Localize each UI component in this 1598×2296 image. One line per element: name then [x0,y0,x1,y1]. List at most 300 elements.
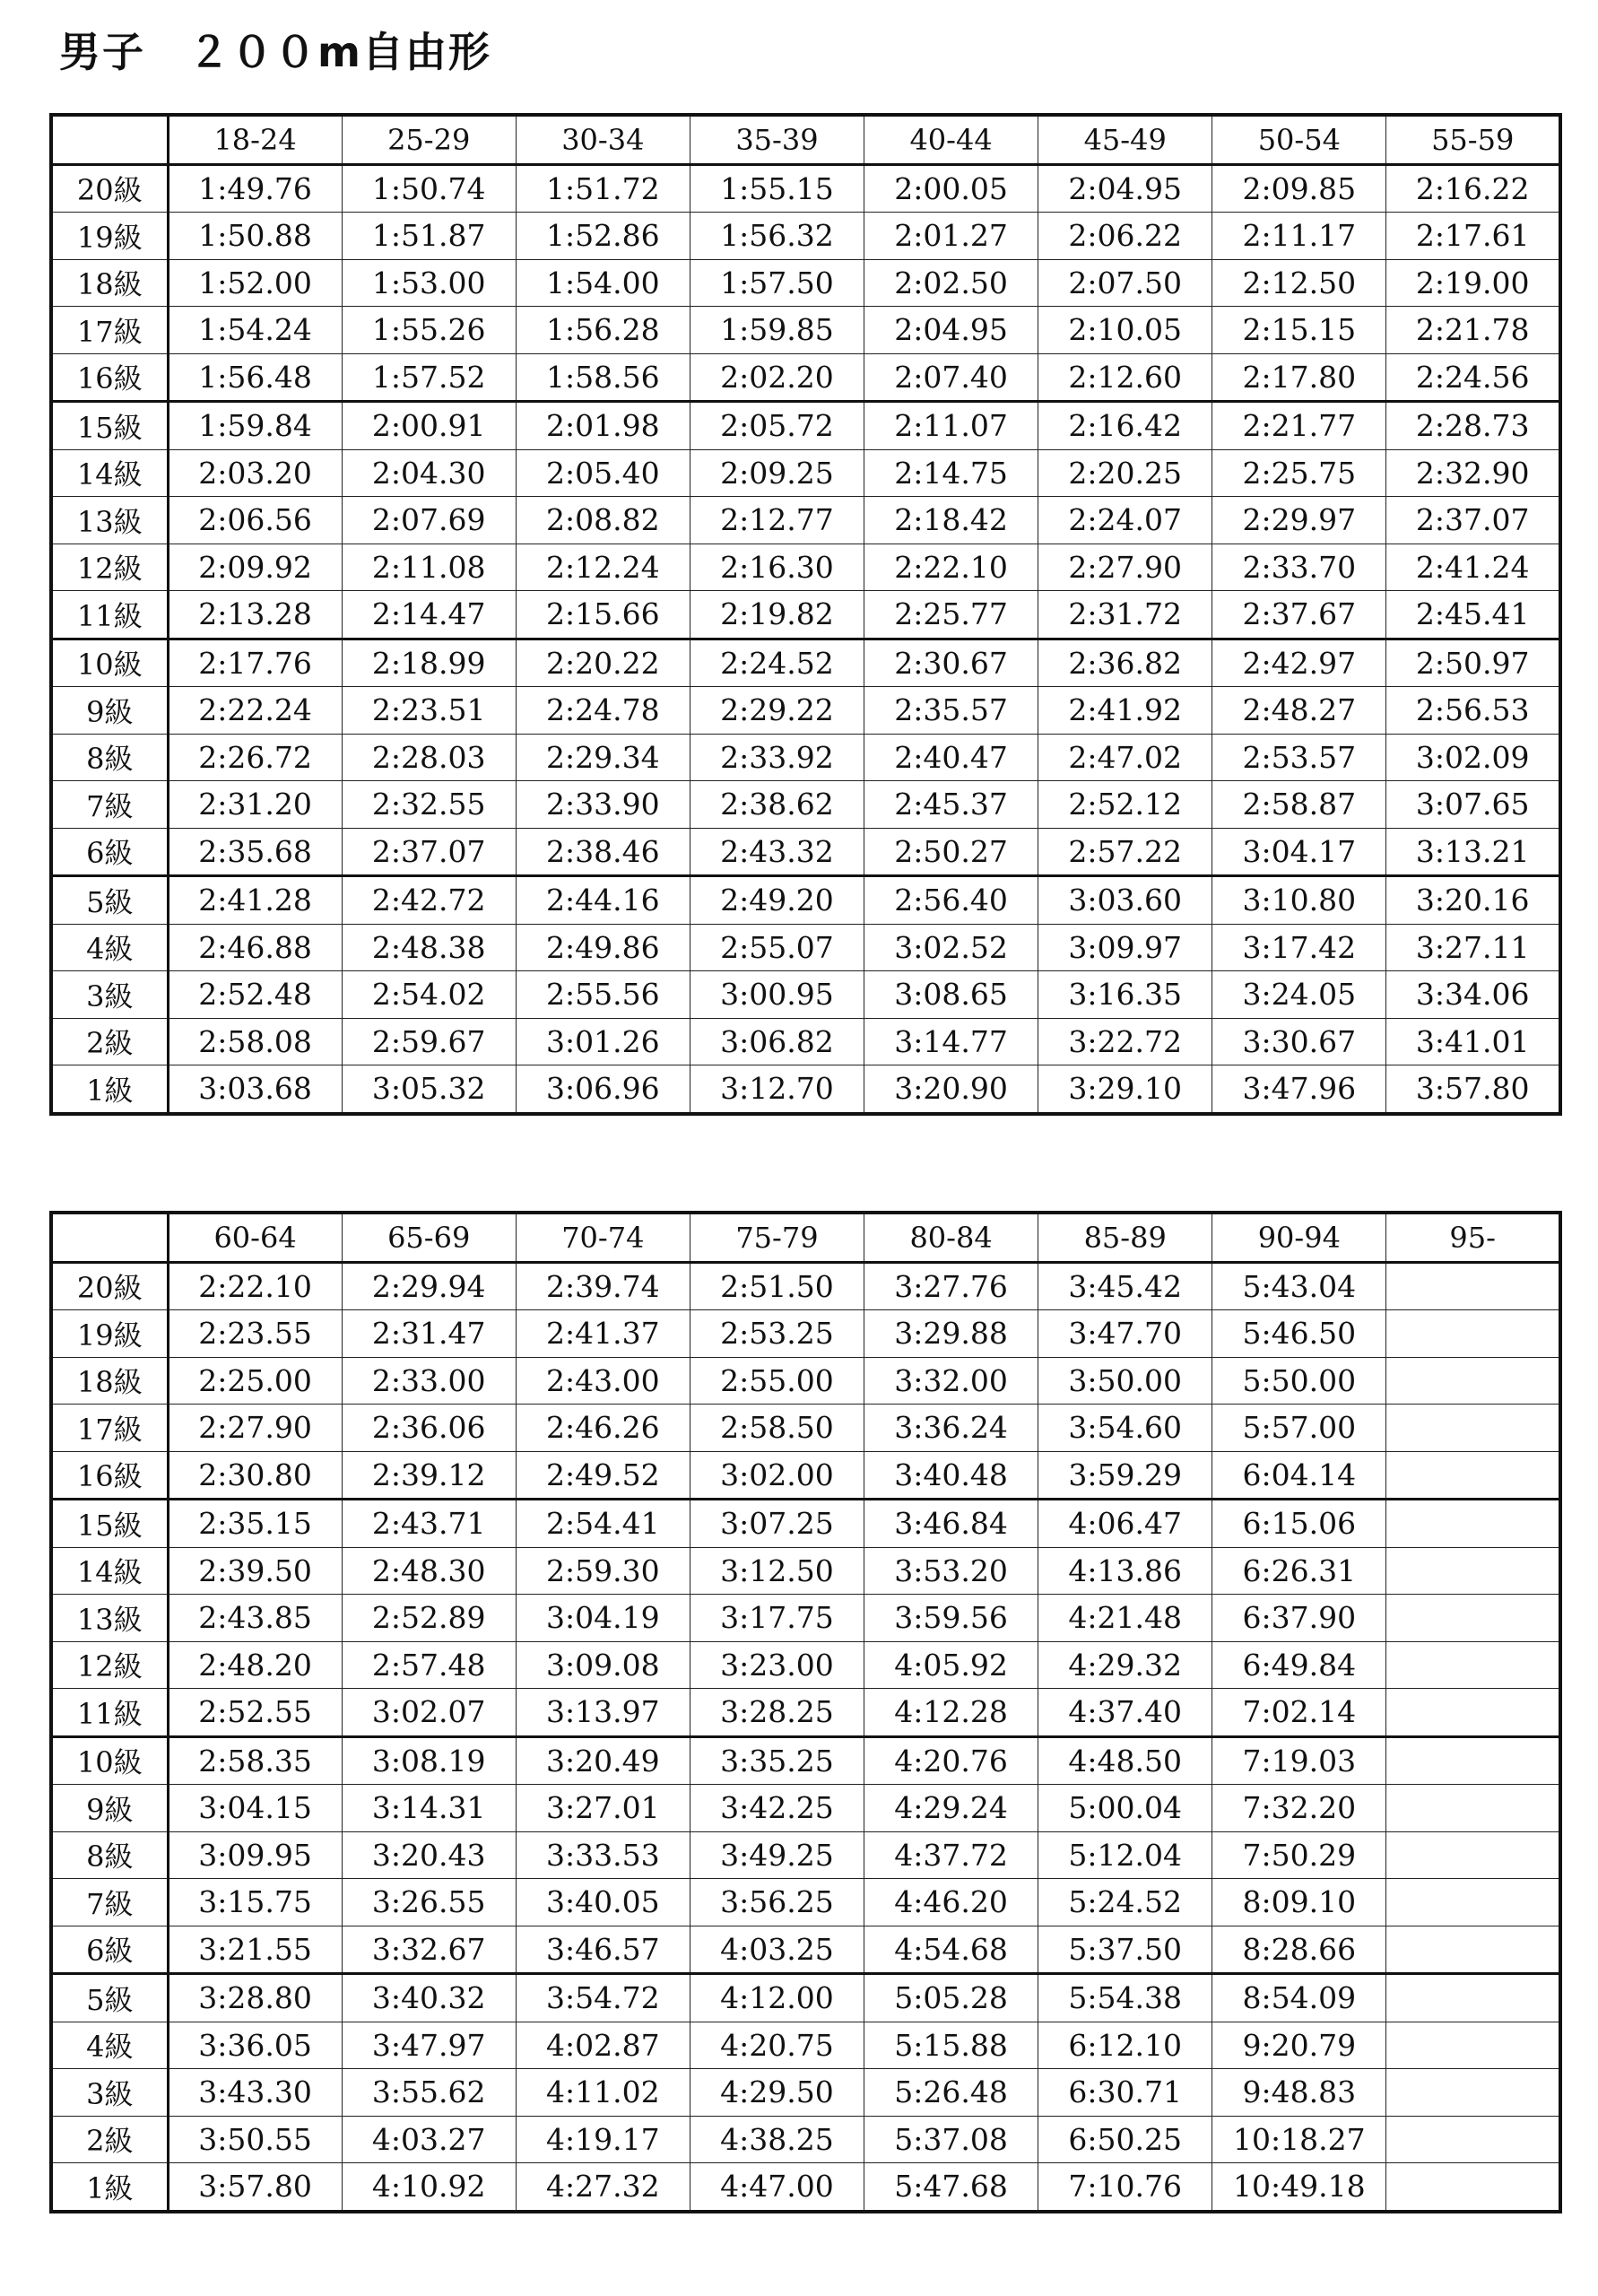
time-cell: 2:04.95 [864,307,1038,354]
time-cell: 3:04.15 [168,1785,342,1832]
time-cell: 2:24.52 [690,639,864,687]
time-cell: 3:03.60 [1038,876,1212,925]
time-cell: 2:20.25 [1038,449,1212,497]
time-cell: 6:12.10 [1038,2022,1212,2069]
time-cell [1386,2022,1560,2069]
table-row [51,1547,1560,1595]
time-cell: 7:10.76 [1038,2163,1212,2212]
time-cell: 2:27.90 [168,1405,342,1452]
time-cell: 2:03.20 [168,449,342,497]
table-row [51,2022,1560,2069]
time-cell: 2:31.20 [168,781,342,829]
time-cell: 2:48.27 [1212,687,1386,735]
time-cell: 2:58.50 [690,1405,864,1452]
time-cell: 2:48.38 [342,924,516,971]
time-cell: 5:26.48 [864,2069,1038,2117]
time-cell: 2:00.91 [342,402,516,450]
time-cell: 2:07.69 [342,497,516,544]
time-cell: 1:51.72 [516,164,690,213]
age-group-header: 60-64 [168,1213,342,1262]
time-cell: 2:14.47 [342,591,516,639]
time-cell: 2:56.53 [1386,687,1560,735]
table-row [51,2163,1560,2212]
time-cell: 2:17.76 [168,639,342,687]
time-cell: 3:42.25 [690,1785,864,1832]
time-cell: 5:15.88 [864,2022,1038,2069]
time-cell: 2:21.78 [1386,307,1560,354]
page-title: 男子 ２００m自由形 [59,28,491,76]
time-cell: 3:12.70 [690,1065,864,1114]
time-cell: 3:40.05 [516,1879,690,1926]
time-cell: 3:56.25 [690,1879,864,1926]
age-group-header: 75-79 [690,1213,864,1262]
time-cell: 2:57.22 [1038,828,1212,876]
time-cell: 2:33.90 [516,781,690,829]
time-cell: 2:45.37 [864,781,1038,829]
time-cell: 3:45.42 [1038,1262,1212,1310]
time-cell: 3:12.50 [690,1547,864,1595]
grade-label: 10級 [51,639,168,687]
time-cell: 4:05.92 [864,1641,1038,1689]
time-cell: 2:04.30 [342,449,516,497]
time-cell: 4:46.20 [864,1879,1038,1926]
time-cell: 2:38.46 [516,828,690,876]
table-row [51,2069,1560,2117]
table-row [51,1785,1560,1832]
time-cell: 4:29.24 [864,1785,1038,1832]
table-row [51,1262,1560,1310]
grade-label: 10級 [51,1736,168,1785]
time-cell: 4:10.92 [342,2163,516,2212]
time-cell: 3:36.24 [864,1405,1038,1452]
table-row [51,1451,1560,1500]
time-cell: 2:12.77 [690,497,864,544]
grade-label: 20級 [51,164,168,213]
table-row [51,1357,1560,1405]
time-cell: 6:26.31 [1212,1547,1386,1595]
time-cell: 3:16.35 [1038,971,1212,1019]
time-cell: 2:25.00 [168,1357,342,1405]
time-cell: 2:57.48 [342,1641,516,1689]
time-cell: 1:56.32 [690,213,864,260]
time-cell: 2:24.78 [516,687,690,735]
time-cell: 5:12.04 [1038,1831,1212,1879]
time-cell: 4:29.32 [1038,1641,1212,1689]
grade-label: 3級 [51,2069,168,2117]
time-cell: 2:55.07 [690,924,864,971]
time-cell: 4:47.00 [690,2163,864,2212]
time-cell [1386,1689,1560,1737]
time-cell: 2:50.27 [864,828,1038,876]
time-cell: 2:59.30 [516,1547,690,1595]
grade-label: 19級 [51,213,168,260]
time-cell: 1:52.86 [516,213,690,260]
time-cell: 3:28.80 [168,1974,342,2022]
time-cell: 2:36.06 [342,1405,516,1452]
time-cell: 6:49.84 [1212,1641,1386,1689]
age-group-header: 65-69 [342,1213,516,1262]
time-cell: 3:41.01 [1386,1018,1560,1065]
grade-label: 17級 [51,307,168,354]
grade-label: 15級 [51,1500,168,1548]
time-cell: 2:37.67 [1212,591,1386,639]
time-cell: 5:00.04 [1038,1785,1212,1832]
time-cell: 2:09.85 [1212,164,1386,213]
time-cell: 3:17.75 [690,1595,864,1642]
time-cell: 2:35.57 [864,687,1038,735]
time-cell: 2:12.24 [516,544,690,591]
time-cell: 3:20.49 [516,1736,690,1785]
table-row [51,971,1560,1019]
time-cell: 2:17.80 [1212,353,1386,402]
time-cell: 2:18.99 [342,639,516,687]
grade-label: 6級 [51,828,168,876]
time-cell: 2:24.07 [1038,497,1212,544]
time-cell: 2:19.82 [690,591,864,639]
table-row [51,924,1560,971]
time-cell: 2:28.03 [342,734,516,781]
time-cell: 4:20.76 [864,1736,1038,1785]
time-cell: 3:09.97 [1038,924,1212,971]
age-group-header: 95- [1386,1213,1560,1262]
grade-label: 8級 [51,734,168,781]
time-cell: 2:37.07 [1386,497,1560,544]
table-row [51,591,1560,639]
time-cell: 6:15.06 [1212,1500,1386,1548]
time-cell: 3:05.32 [342,1065,516,1114]
time-cell: 7:02.14 [1212,1689,1386,1737]
time-cell: 3:49.25 [690,1831,864,1879]
time-cell [1386,1831,1560,1879]
time-cell [1386,2116,1560,2163]
grade-table-ages-60-plus [49,1211,1562,2213]
time-cell: 3:06.96 [516,1065,690,1114]
time-cell: 2:05.72 [690,402,864,450]
time-cell: 10:49.18 [1212,2163,1386,2212]
time-cell: 2:53.25 [690,1310,864,1358]
time-cell: 2:14.75 [864,449,1038,497]
table-row [51,781,1560,829]
time-cell: 2:55.56 [516,971,690,1019]
time-cell [1386,1974,1560,2022]
time-cell: 2:53.57 [1212,734,1386,781]
grade-label: 19級 [51,1310,168,1358]
time-cell: 1:57.50 [690,259,864,307]
time-cell: 6:50.25 [1038,2116,1212,2163]
time-cell: 5:46.50 [1212,1310,1386,1358]
corner-cell [51,115,168,164]
time-cell: 3:33.53 [516,1831,690,1879]
grade-label: 13級 [51,1595,168,1642]
age-group-header: 45-49 [1038,115,1212,164]
time-cell: 2:15.15 [1212,307,1386,354]
time-cell: 2:58.35 [168,1736,342,1785]
time-cell: 2:28.73 [1386,402,1560,450]
time-cell: 3:27.11 [1386,924,1560,971]
time-cell: 2:59.67 [342,1018,516,1065]
time-cell: 2:13.28 [168,591,342,639]
time-cell: 2:12.50 [1212,259,1386,307]
time-cell: 6:04.14 [1212,1451,1386,1500]
table-row [51,2116,1560,2163]
time-cell: 3:08.65 [864,971,1038,1019]
time-cell: 3:09.95 [168,1831,342,1879]
time-cell: 3:10.80 [1212,876,1386,925]
time-cell: 4:03.27 [342,2116,516,2163]
grade-label: 1級 [51,1065,168,1114]
table-row [51,1310,1560,1358]
grade-label: 9級 [51,687,168,735]
time-cell: 4:06.47 [1038,1500,1212,1548]
grade-label: 14級 [51,1547,168,1595]
time-cell: 3:02.09 [1386,734,1560,781]
time-cell: 2:29.22 [690,687,864,735]
age-group-header: 90-94 [1212,1213,1386,1262]
time-cell: 3:29.10 [1038,1065,1212,1114]
time-cell: 2:41.28 [168,876,342,925]
time-cell: 10:18.27 [1212,2116,1386,2163]
time-cell: 2:43.85 [168,1595,342,1642]
time-cell: 2:30.80 [168,1451,342,1500]
header-row [51,1213,1560,1262]
time-cell: 4:48.50 [1038,1736,1212,1785]
time-cell: 3:57.80 [168,2163,342,2212]
time-cell: 5:37.50 [1038,1926,1212,1974]
time-cell: 2:23.51 [342,687,516,735]
time-cell: 3:20.16 [1386,876,1560,925]
time-cell: 5:54.38 [1038,1974,1212,2022]
time-cell: 3:47.70 [1038,1310,1212,1358]
time-cell: 2:24.56 [1386,353,1560,402]
time-cell: 4:03.25 [690,1926,864,1974]
table-row [51,1641,1560,1689]
time-cell: 2:49.52 [516,1451,690,1500]
grade-label: 4級 [51,2022,168,2069]
time-cell: 3:14.77 [864,1018,1038,1065]
time-cell: 5:47.68 [864,2163,1038,2212]
time-cell: 2:33.92 [690,734,864,781]
time-cell: 1:54.00 [516,259,690,307]
time-cell: 1:59.84 [168,402,342,450]
time-cell: 2:27.90 [1038,544,1212,591]
time-cell: 3:23.00 [690,1641,864,1689]
time-cell: 2:11.08 [342,544,516,591]
time-cell: 3:20.90 [864,1065,1038,1114]
age-group-header: 40-44 [864,115,1038,164]
time-cell: 4:20.75 [690,2022,864,2069]
time-cell: 2:02.20 [690,353,864,402]
time-cell: 2:52.55 [168,1689,342,1737]
time-cell: 2:47.02 [1038,734,1212,781]
time-cell: 2:31.47 [342,1310,516,1358]
grade-label: 5級 [51,876,168,925]
grade-label: 12級 [51,1641,168,1689]
table-row [51,1018,1560,1065]
time-cell: 3:26.55 [342,1879,516,1926]
time-cell: 1:52.00 [168,259,342,307]
time-cell: 2:29.34 [516,734,690,781]
time-cell: 2:33.00 [342,1357,516,1405]
table-row [51,1689,1560,1737]
time-cell: 2:44.16 [516,876,690,925]
time-cell: 2:32.90 [1386,449,1560,497]
time-cell: 2:35.15 [168,1500,342,1548]
table-row [51,259,1560,307]
table-row [51,1065,1560,1114]
time-cell: 2:36.82 [1038,639,1212,687]
time-cell [1386,1357,1560,1405]
time-cell: 2:22.10 [168,1262,342,1310]
grade-label: 15級 [51,402,168,450]
time-cell [1386,1451,1560,1500]
time-cell: 2:00.05 [864,164,1038,213]
age-group-header: 18-24 [168,115,342,164]
time-cell: 3:01.26 [516,1018,690,1065]
time-cell: 2:05.40 [516,449,690,497]
grade-label: 20級 [51,1262,168,1310]
table-row [51,734,1560,781]
table-row [51,828,1560,876]
grade-label: 5級 [51,1974,168,2022]
time-cell: 2:16.22 [1386,164,1560,213]
time-cell: 2:18.42 [864,497,1038,544]
grade-label: 8級 [51,1831,168,1879]
time-cell: 4:12.00 [690,1974,864,2022]
time-cell: 2:33.70 [1212,544,1386,591]
time-cell: 2:02.50 [864,259,1038,307]
time-cell: 3:40.32 [342,1974,516,2022]
table-row [51,307,1560,354]
time-cell: 3:57.80 [1386,1065,1560,1114]
time-cell: 2:19.00 [1386,259,1560,307]
grade-label: 11級 [51,1689,168,1737]
time-cell: 2:09.25 [690,449,864,497]
time-cell: 6:30.71 [1038,2069,1212,2117]
grade-label: 1級 [51,2163,168,2212]
table-row [51,1595,1560,1642]
time-cell: 2:43.00 [516,1357,690,1405]
age-group-header: 25-29 [342,115,516,164]
age-group-header: 70-74 [516,1213,690,1262]
time-cell: 2:15.66 [516,591,690,639]
time-cell: 4:12.28 [864,1689,1038,1737]
time-cell: 2:22.10 [864,544,1038,591]
time-cell: 2:46.88 [168,924,342,971]
time-cell: 2:22.24 [168,687,342,735]
time-cell: 4:29.50 [690,2069,864,2117]
time-cell: 3:59.56 [864,1595,1038,1642]
time-cell: 2:06.56 [168,497,342,544]
time-cell: 1:51.87 [342,213,516,260]
time-cell: 2:48.30 [342,1547,516,1595]
age-group-header: 85-89 [1038,1213,1212,1262]
time-cell [1386,1310,1560,1358]
time-cell: 2:55.00 [690,1357,864,1405]
grade-label: 9級 [51,1785,168,1832]
time-cell: 3:35.25 [690,1736,864,1785]
time-cell: 2:52.48 [168,971,342,1019]
time-cell: 3:50.55 [168,2116,342,2163]
time-cell: 3:22.72 [1038,1018,1212,1065]
table-row [51,402,1560,450]
time-cell: 5:05.28 [864,1974,1038,2022]
time-cell: 3:27.01 [516,1785,690,1832]
time-cell: 1:49.76 [168,164,342,213]
time-cell: 2:43.32 [690,828,864,876]
time-cell: 5:37.08 [864,2116,1038,2163]
grade-label: 16級 [51,1451,168,1500]
table-row [51,1879,1560,1926]
time-cell: 2:42.72 [342,876,516,925]
time-cell: 3:09.08 [516,1641,690,1689]
time-cell: 1:56.28 [516,307,690,354]
time-cell [1386,1405,1560,1452]
time-cell: 3:54.60 [1038,1405,1212,1452]
time-cell: 2:09.92 [168,544,342,591]
time-cell: 2:20.22 [516,639,690,687]
time-cell: 3:13.97 [516,1689,690,1737]
time-cell: 3:55.62 [342,2069,516,2117]
time-cell: 1:55.26 [342,307,516,354]
time-cell: 4:37.40 [1038,1689,1212,1737]
time-cell: 4:21.48 [1038,1595,1212,1642]
table-row [51,213,1560,260]
time-cell: 3:02.52 [864,924,1038,971]
time-cell: 3:32.00 [864,1357,1038,1405]
time-cell: 2:41.37 [516,1310,690,1358]
time-cell: 3:29.88 [864,1310,1038,1358]
time-cell: 3:27.76 [864,1262,1038,1310]
time-cell: 3:07.65 [1386,781,1560,829]
time-cell [1386,1262,1560,1310]
time-cell: 1:56.48 [168,353,342,402]
time-cell [1386,1641,1560,1689]
time-cell: 3:47.97 [342,2022,516,2069]
time-cell: 2:54.02 [342,971,516,1019]
time-cell: 1:58.56 [516,353,690,402]
time-cell: 2:41.24 [1386,544,1560,591]
time-cell: 3:00.95 [690,971,864,1019]
time-cell [1386,2069,1560,2117]
grade-label: 13級 [51,497,168,544]
time-cell: 2:41.92 [1038,687,1212,735]
time-cell: 4:02.87 [516,2022,690,2069]
time-cell: 4:54.68 [864,1926,1038,1974]
time-cell: 3:08.19 [342,1736,516,1785]
time-cell: 2:07.50 [1038,259,1212,307]
time-cell: 3:24.05 [1212,971,1386,1019]
grade-label: 3級 [51,971,168,1019]
table-row [51,353,1560,402]
time-cell: 3:13.21 [1386,828,1560,876]
time-cell: 2:52.89 [342,1595,516,1642]
time-cell: 1:55.15 [690,164,864,213]
time-cell: 2:43.71 [342,1500,516,1548]
time-cell: 2:25.77 [864,591,1038,639]
table-row [51,1405,1560,1452]
time-cell: 2:12.60 [1038,353,1212,402]
grade-label: 7級 [51,781,168,829]
time-cell: 2:31.72 [1038,591,1212,639]
time-cell: 2:29.94 [342,1262,516,1310]
grade-table-ages-18-59 [49,113,1562,1116]
table-row [51,1974,1560,2022]
time-cell: 2:39.12 [342,1451,516,1500]
table-row [51,876,1560,925]
time-cell: 2:58.87 [1212,781,1386,829]
time-cell: 3:46.57 [516,1926,690,1974]
time-cell: 3:54.72 [516,1974,690,2022]
